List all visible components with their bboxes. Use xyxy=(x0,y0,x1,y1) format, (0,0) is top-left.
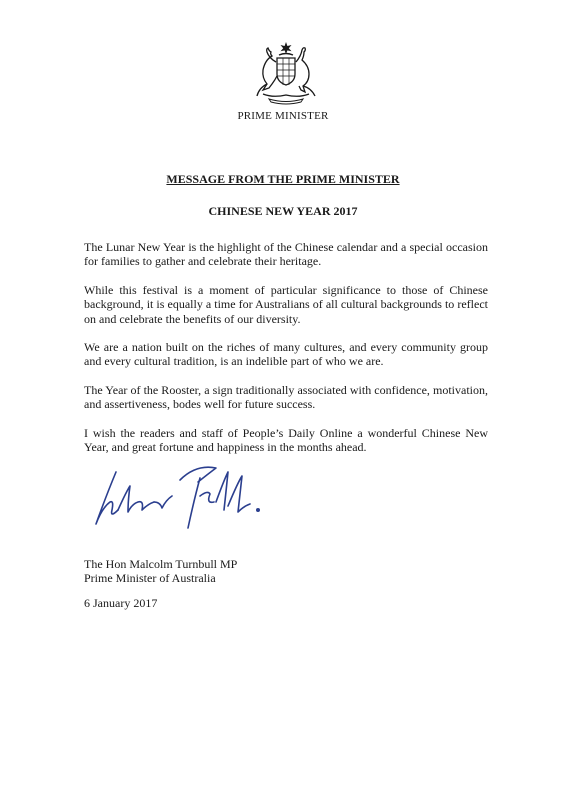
letter-date: 6 January 2017 xyxy=(84,596,158,610)
signature-image xyxy=(88,452,278,542)
signatory-name: The Hon Malcolm Turnbull MP xyxy=(84,557,238,571)
document-subheading: CHINESE NEW YEAR 2017 xyxy=(208,204,358,218)
signatory-title: Prime Minister of Australia xyxy=(84,571,216,586)
paragraph-2: While this festival is a moment of particular significance to those of Chinese background, it is equally a time for Australians of all cultural backgrounds to reflect on and celebrate the benefits of our diversity. xyxy=(84,282,488,326)
signatory-block xyxy=(84,557,237,586)
office-title: PRIME MINISTER xyxy=(237,110,329,122)
paragraph-4: The Year of the Rooster, a sign traditionally associated with confidence, motivation, and assertiveness, bodes well for future success. xyxy=(84,382,488,412)
paragraph-3: We are a nation built on the riches of many cultures, and every community group and every cultural tradition, is an indelible part of who we are. xyxy=(84,340,488,369)
paragraph-5: I wish the readers and staff of People’s Daily Online a wonderful Chinese New Year, and great fortune and happiness in the months ahead. xyxy=(84,425,488,455)
paragraph-1: The Lunar New Year is the highlight of the Chinese calendar and a special occasion for families to gather and celebrate their heritage. xyxy=(84,240,488,269)
letter-body xyxy=(84,240,488,468)
document-heading: MESSAGE FROM THE PRIME MINISTER xyxy=(166,172,400,186)
coat-of-arms-icon xyxy=(253,40,319,106)
